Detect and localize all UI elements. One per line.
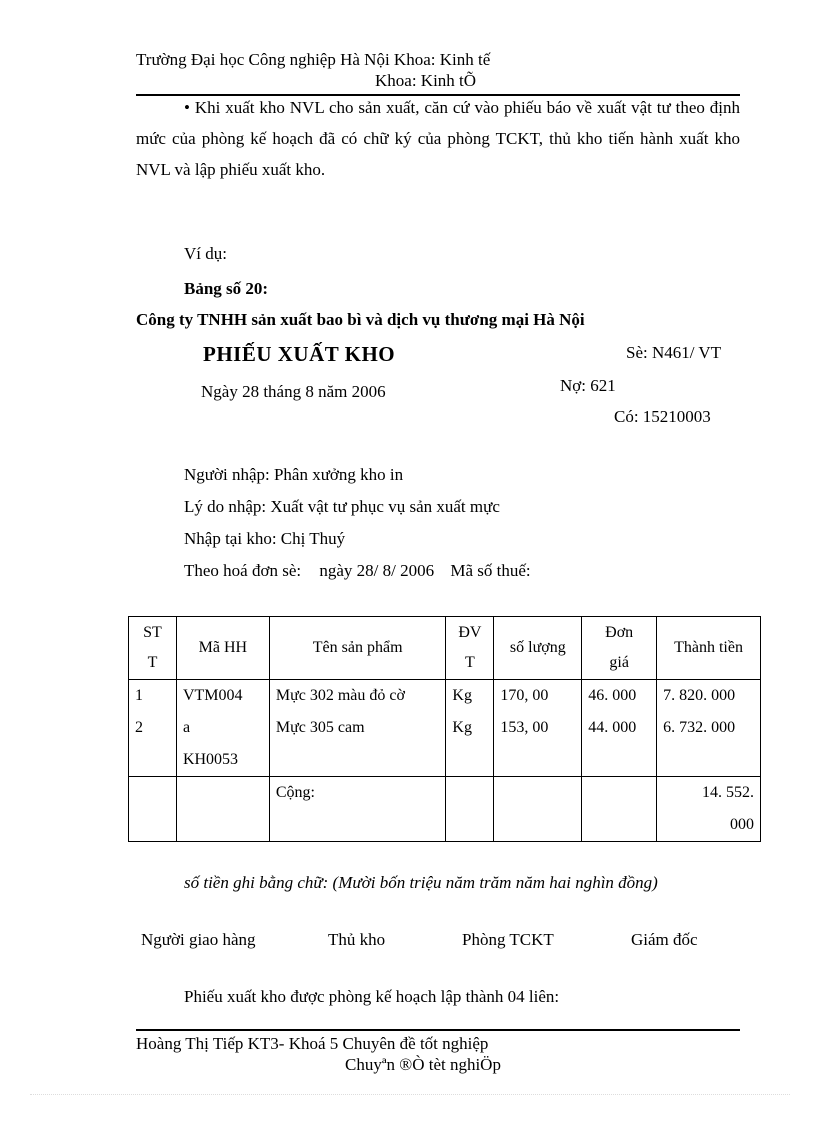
intro-paragraph — [136, 92, 740, 185]
amount-in-words: số tiền ghi bằng chữ: (Mười bốn triệu năm trăm năm hai nghìn đồng) — [184, 873, 658, 892]
cell-name: Mực 302 màu đỏ cờ Mực 305 cam — [269, 680, 446, 777]
cell-price: 46. 000 44. 000 — [582, 680, 657, 777]
invoice-prefix: Theo hoá đơn sè: — [184, 561, 302, 580]
credit-account: Có: 15210003 — [614, 407, 711, 426]
table-row — [129, 680, 761, 777]
cell-empty — [176, 777, 269, 842]
cell-unit: Kg Kg — [446, 680, 494, 777]
voucher-date: Ngày 28 tháng 8 năm 2006 — [201, 382, 386, 401]
sum-value: 14. 552. 000 — [657, 777, 761, 842]
cell-empty — [582, 777, 657, 842]
bullet-icon: • — [184, 98, 190, 117]
warehouse-line: Nhập tại kho: Chị Thuý — [184, 529, 346, 548]
voucher-title: PHIẾU XUẤT KHO — [203, 342, 396, 366]
col-header-qty: số lượng — [494, 617, 582, 680]
cell-total: 7. 820. 000 6. 732. 000 — [657, 680, 761, 777]
sum-label: Cộng: — [269, 777, 446, 842]
table-sum-row — [129, 777, 761, 842]
reason-line: Lý do nhập: Xuất vật tư phục vụ sản xuất mực — [184, 497, 500, 516]
page-edge-dotline — [30, 1094, 790, 1095]
intro-text: Khi xuất kho NVL cho sản xuất, căn cứ vào phiếu báo về xuất vật tư theo định mức của phòng kế hoạch đã có chữ ký của phòng TCKT, thủ kho tiến hành xuất kho NVL và lập phiếu xuất kho. — [136, 98, 740, 179]
cell-empty — [494, 777, 582, 842]
cell-empty — [446, 777, 494, 842]
signature-director: Giám đốc — [631, 930, 698, 949]
closing-sentence: Phiếu xuất kho được phòng kế hoạch lập thành 04 liên: — [184, 987, 560, 1006]
invoice-line — [184, 561, 531, 581]
receiver-line: Người nhập: Phân xưởng kho in — [184, 465, 404, 484]
col-header-price: Đơn giá — [582, 617, 657, 680]
cell-stt: 1 2 — [129, 680, 177, 777]
voucher-number: Sè: N461/ VT — [626, 343, 722, 362]
col-header-stt: ST T — [129, 617, 177, 680]
voucher-table — [128, 616, 761, 842]
tax-code-label: Mã số thuế: — [450, 561, 531, 580]
invoice-date: ngày 28/ 8/ 2006 — [319, 561, 435, 580]
cell-code: VTM004 a KH0053 — [176, 680, 269, 777]
footer-title: Chuyªn ®Ò tèt nghiÖp — [345, 1055, 501, 1074]
signature-storekeeper: Thủ kho — [328, 930, 386, 949]
cell-qty: 170, 00 153, 00 — [494, 680, 582, 777]
footer-author: Hoàng Thị Tiếp KT3- Khoá 5 Chuyên đề tốt nghiệp — [136, 1034, 489, 1053]
col-header-name: Tên sản phẩm — [269, 617, 446, 680]
col-header-total: Thành tiền — [657, 617, 761, 680]
table-number-label: Bảng số 20: — [184, 279, 269, 298]
cell-empty — [129, 777, 177, 842]
footer-divider — [136, 1029, 740, 1031]
debit-account: Nợ: 621 — [560, 376, 616, 395]
signature-finance-dept: Phòng TCKT — [462, 930, 554, 949]
col-header-code: Mã HH — [176, 617, 269, 680]
signature-deliverer: Người giao hàng — [141, 930, 256, 949]
page-header-faculty: Khoa: Kinh tÕ — [375, 71, 477, 90]
table-header-row — [129, 617, 761, 680]
example-label: Ví dụ: — [184, 244, 227, 263]
col-header-unit: ĐV T — [446, 617, 494, 680]
company-name: Công ty TNHH sản xuất bao bì và dịch vụ thương mại Hà Nội — [136, 310, 585, 329]
page-header-school: Trường Đại học Công nghiệp Hà Nội Khoa: Kinh tế — [136, 50, 491, 69]
